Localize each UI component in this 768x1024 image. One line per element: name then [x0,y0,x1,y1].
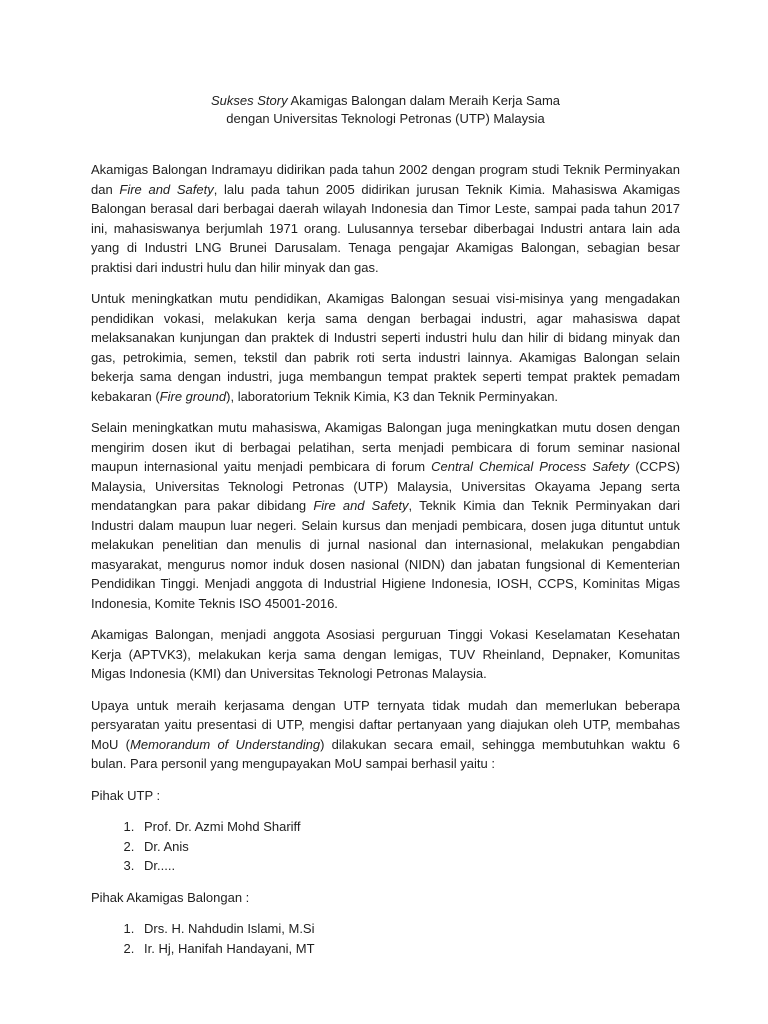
paragraph-4-text: Akamigas Balongan, menjadi anggota Asosiasi perguruan Tinggi Vokasi Keselamatan Kesehatan Kerja (APTVK3), melakukan kerja sama dengan lemigas, TUV Rheinland, Depnaker, Komunitas Migas Indonesia (KMI) dan Universitas Teknologi Petronas Malaysia. [91,627,680,681]
list-item: 2. Ir. Hj, Hanifah Handayani, MT [138,939,680,959]
paragraph-1-text-c: , lalu pada tahun 2005 didirikan jurusan Teknik Kimia. Mahasiswa Akamigas Balongan berasal dari berbagai daerah wilayah Indonesia dan Timor Leste, sampai pada tahun 2017 ini, mahasiswanya berjumlah 1971 orang. Lulusannya tersebar diberbagai Industri antara lain ada yang di Industri LNG Brunei Darusalam. Tenaga pengajar Akamigas Balongan, sebagian besar praktisi dari industri hulu dan hilir minyak dan gas. [91,181,680,275]
title-rest: Akamigas Balongan dalam Meraih Kerja Sama [287,93,561,108]
paragraph-3-text-e: , Teknik Kimia dan Teknik Perminyakan dari Industri dalam maupun luar negeri. Selain kursus dan menjadi pembicara, dosen juga dituntut untuk melakukan penelitian dan menulis di jurnal nasional dan internasional, melakukan pengabdian masyarakat, mengurus nomor induk dosen nasional (NIDN) dan jabatan fungsional di Kementerian Pendidikan Tinggi. Menjadi anggota di Industrial Higiene Indonesia, IOSH, CCPS, Kominitas Migas Indonesia, Komite Teknis ISO 45001-2016. [91,498,681,611]
paragraph-2-text-a: Untuk meningkatkan mutu pendidikan, Akamigas Balongan sesuai visi-misinya yang mengadakan pendidikan vokasi, melakukan kerja sama dengan berbagai industri, agar mahasiswa dapat melaksanakan kunjungan dan praktek di Industri seperti industri hulu dan hilir di bidang minyak dan gas, petrokimia, semen, tekstil dan pabrik roti serta industri lainnya. Akamigas Balongan selain bekerja sama dengan industri, juga membangun tempat praktek seperti tempat praktek pemadam kebakaran ( [91,291,680,404]
list-item: 1. Prof. Dr. Azmi Mohd Shariff [138,817,680,837]
paragraph-3-italic-2: Fire and Safety [313,498,409,513]
paragraph-1 [91,160,680,277]
title-line-2: dengan Universitas Teknologi Petronas (UTP) Malaysia [226,111,545,126]
utp-list [91,817,680,876]
akamigas-label: Pihak Akamigas Balongan : [91,889,250,905]
paragraph-3-text-c: (CCPS) Malaysia, Universitas Teknologi Petronas (UTP) Malaysia, Universitas Okayama Jepang serta mendatangkan para pakar dibidang [91,459,680,513]
list-item: 1. Drs. H. Nahdudin Islami, M.Si [138,919,680,939]
document-title [91,92,680,128]
paragraph-3-italic-1: Central Chemical Process Safety [431,459,630,474]
title-italic: Sukses Story [210,93,288,108]
paragraph-1-italic: Fire and Safety [119,181,214,197]
paragraph-5-text-a: Upaya untuk meraih kerjasama dengan UTP ternyata tidak mudah dan memerlukan beberapa persyaratan yaitu presentasi di UTP, mengisi daftar pertanyaan yang diajukan oleh UTP, membahas MoU ( [91,697,680,752]
paragraph-2-text-c: ), laboratorium Teknik Kimia, K3 dan Teknik Perminyakan. [226,388,559,404]
utp-label: Pihak UTP : [91,787,161,803]
title-line-1 [91,92,680,110]
paragraph-5 [91,696,680,774]
paragraph-4 [91,625,680,684]
list-item: 2. Dr. Anis [138,837,680,857]
akamigas-list [91,919,680,958]
paragraph-2 [91,289,680,406]
paragraph-1-text-a: Akamigas Balongan Indramayu didirikan pada tahun 2002 dengan program studi Teknik Perminyakan dan [91,162,680,197]
paragraph-3-text-a: Selain meningkatkan mutu mahasiswa, Akamigas Balongan juga meningkatkan mutu dosen dengan mengirim dosen ikut di berbagai pelatihan, serta menjadi pembicara di forum seminar nasional maupun internasional yaitu menjadi pembicara di forum [91,420,680,474]
paragraph-5-text-c: ) dilakukan secara email, sehingga membutuhkan waktu 6 bulan. Para personil yang mengupayakan MoU sampai berhasil yaitu : [91,736,680,771]
paragraph-2-italic: Fire ground [159,388,227,404]
paragraph-5-italic: Memorandum of Understanding [130,736,321,752]
paragraph-3 [91,418,680,613]
list-item: 3. Dr..... [138,856,680,876]
